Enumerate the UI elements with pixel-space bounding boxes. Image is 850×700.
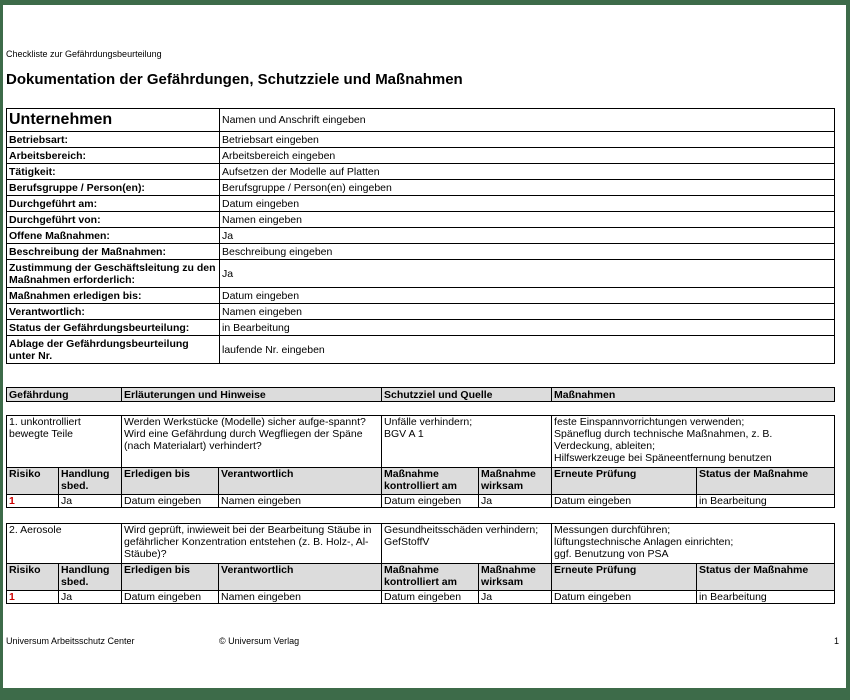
- company-row: [7, 304, 835, 320]
- hazard-name: 2. Aerosole: [7, 524, 122, 564]
- field-label: Zustimmung der Geschäftsleitung zu den Maßnahmen erforderlich:: [7, 260, 220, 288]
- field-label: Durchgeführt am:: [7, 196, 220, 212]
- company-row: [7, 212, 835, 228]
- hazard-block-2: [6, 523, 835, 604]
- field-label: Beschreibung der Maßnahmen:: [7, 244, 220, 260]
- controlled-value[interactable]: Datum eingeben: [382, 495, 479, 508]
- subheader-row: [7, 468, 835, 495]
- recheck-value[interactable]: Datum eingeben: [552, 495, 697, 508]
- due-value[interactable]: Datum eingeben: [122, 591, 219, 604]
- sub-recheck: Erneute Prüfung: [552, 468, 697, 495]
- field-label: Tätigkeit:: [7, 164, 220, 180]
- field-value[interactable]: in Bearbeitung: [220, 320, 835, 336]
- sub-recheck: Erneute Prüfung: [552, 564, 697, 591]
- company-row: [7, 164, 835, 180]
- hazard-column-header: [6, 387, 835, 402]
- company-row: [7, 132, 835, 148]
- col-hazard: Gefährdung: [7, 388, 122, 402]
- field-label: Status der Gefährdungsbeurteilung:: [7, 320, 220, 336]
- field-value[interactable]: Ja: [220, 260, 835, 288]
- field-label: Ablage der Gefährdungsbeurteilung unter Nr.: [7, 336, 220, 364]
- field-label: Offene Maßnahmen:: [7, 228, 220, 244]
- field-label: Betriebsart:: [7, 132, 220, 148]
- company-row: [7, 320, 835, 336]
- company-row: [7, 336, 835, 364]
- field-value[interactable]: Ja: [220, 228, 835, 244]
- effective-value[interactable]: Ja: [479, 495, 552, 508]
- field-value[interactable]: Datum eingeben: [220, 288, 835, 304]
- sub-effective: Maßnahme wirksam: [479, 564, 552, 591]
- company-row: [7, 260, 835, 288]
- field-value[interactable]: Berufsgruppe / Person(en) eingeben: [220, 180, 835, 196]
- field-value[interactable]: Namen eingeben: [220, 212, 835, 228]
- field-value[interactable]: Arbeitsbereich eingeben: [220, 148, 835, 164]
- field-label: Berufsgruppe / Person(en):: [7, 180, 220, 196]
- subheader-row: [7, 564, 835, 591]
- footer-copyright: © Universum Verlag: [219, 636, 300, 646]
- sub-controlled: Maßnahme kontrolliert am: [382, 564, 479, 591]
- value-row: [7, 591, 835, 604]
- hazard-measures: feste Einspannvorrichtungen verwenden; Späneflug durch technische Maßnahmen, z. B. Verdeckung, ableiten; Hilfswerkzeuge bei Späneentfernung benutzen: [552, 416, 835, 468]
- footer-company: Universum Arbeitsschutz Center: [6, 636, 135, 646]
- status-value[interactable]: in Bearbeitung: [697, 495, 835, 508]
- sub-risk: Risiko: [7, 564, 59, 591]
- hazard-explanation: Wird geprüft, inwieweit bei der Bearbeitung Stäube in gefährlicher Konzentration entstehen (z. B. Holz-, Al-Stäube)?: [122, 524, 382, 564]
- col-measures: Maßnahmen: [552, 388, 835, 402]
- field-value[interactable]: Betriebsart eingeben: [220, 132, 835, 148]
- company-name-field[interactable]: Namen und Anschrift eingeben: [220, 109, 835, 132]
- checklist-caption: Checkliste zur Gefährdungsbeurteilung: [6, 49, 162, 59]
- hazard-protection: Unfälle verhindern; BGV A 1: [382, 416, 552, 468]
- company-row: [7, 180, 835, 196]
- field-label: Verantwortlich:: [7, 304, 220, 320]
- sub-effective: Maßnahme wirksam: [479, 468, 552, 495]
- sub-responsible: Verantwortlich: [219, 564, 382, 591]
- value-row: [7, 495, 835, 508]
- footer-page-number: 1: [834, 636, 840, 646]
- page-title: Dokumentation der Gefährdungen, Schutzziele und Maßnahmen: [6, 71, 463, 88]
- field-label: Durchgeführt von:: [7, 212, 220, 228]
- due-value[interactable]: Datum eingeben: [122, 495, 219, 508]
- field-value[interactable]: Aufsetzen der Modelle auf Platten: [220, 164, 835, 180]
- recheck-value[interactable]: Datum eingeben: [552, 591, 697, 604]
- sub-responsible: Verantwortlich: [219, 468, 382, 495]
- sub-status: Status der Maßnahme: [697, 468, 835, 495]
- risk-value[interactable]: 1: [7, 591, 59, 604]
- hazard-measures: Messungen durchführen; lüftungstechnische Anlagen einrichten; ggf. Benutzung von PSA: [552, 524, 835, 564]
- responsible-value[interactable]: Namen eingeben: [219, 495, 382, 508]
- hazard-desc-row: [7, 416, 835, 468]
- field-value[interactable]: laufende Nr. eingeben: [220, 336, 835, 364]
- action-value[interactable]: Ja: [59, 591, 122, 604]
- col-protection: Schutzziel und Quelle: [382, 388, 552, 402]
- company-row: [7, 148, 835, 164]
- hazard-block-1: [6, 415, 835, 508]
- sub-risk: Risiko: [7, 468, 59, 495]
- sub-status: Status der Maßnahme: [697, 564, 835, 591]
- field-value[interactable]: Namen eingeben: [220, 304, 835, 320]
- sub-due: Erledigen bis: [122, 468, 219, 495]
- controlled-value[interactable]: Datum eingeben: [382, 591, 479, 604]
- document-page: [3, 5, 846, 688]
- sub-due: Erledigen bis: [122, 564, 219, 591]
- effective-value[interactable]: Ja: [479, 591, 552, 604]
- hazard-protection: Gesundheitsschäden verhindern; GefStoffV: [382, 524, 552, 564]
- hazard-desc-row: [7, 524, 835, 564]
- field-label: Maßnahmen erledigen bis:: [7, 288, 220, 304]
- sub-action: Handlung sbed.: [59, 564, 122, 591]
- sub-action: Handlung sbed.: [59, 468, 122, 495]
- field-value[interactable]: Beschreibung eingeben: [220, 244, 835, 260]
- hazard-explanation: Werden Werkstücke (Modelle) sicher aufge-spannt? Wird eine Gefährdung durch Wegfliegen der Späne (nach Materialart) verhindert?: [122, 416, 382, 468]
- company-row: [7, 288, 835, 304]
- responsible-value[interactable]: Namen eingeben: [219, 591, 382, 604]
- status-value[interactable]: in Bearbeitung: [697, 591, 835, 604]
- company-table: [6, 108, 835, 364]
- company-row: [7, 228, 835, 244]
- risk-value[interactable]: 1: [7, 495, 59, 508]
- company-heading-row: [7, 109, 835, 132]
- hazard-name: 1. unkontrolliert bewegte Teile: [7, 416, 122, 468]
- action-value[interactable]: Ja: [59, 495, 122, 508]
- company-row: [7, 196, 835, 212]
- col-explanation: Erläuterungen und Hinweise: [122, 388, 382, 402]
- field-value[interactable]: Datum eingeben: [220, 196, 835, 212]
- company-row: [7, 244, 835, 260]
- sub-controlled: Maßnahme kontrolliert am: [382, 468, 479, 495]
- company-heading: Unternehmen: [7, 109, 220, 132]
- field-label: Arbeitsbereich:: [7, 148, 220, 164]
